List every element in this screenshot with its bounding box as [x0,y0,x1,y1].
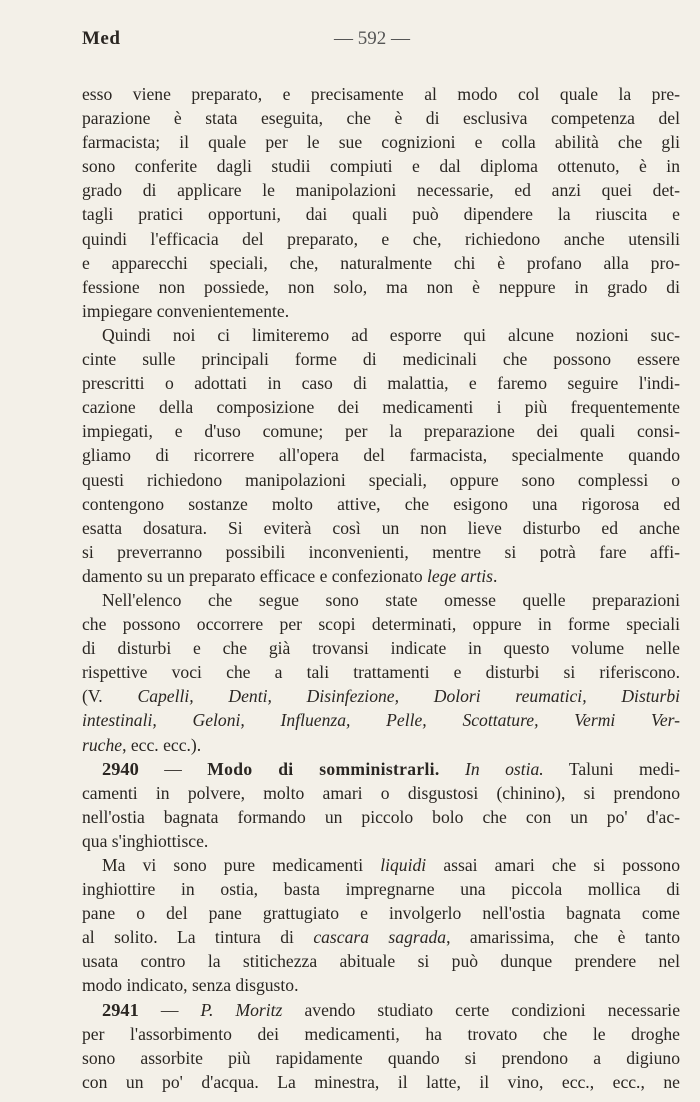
text-line: cazione della composizione dei medicamenti i più frequentemente [82,397,680,418]
cross-reference: intestinali, Geloni, Influenza, Pelle, Scottature, Vermi Ver- [82,710,680,731]
author-name: P. Moritz [200,999,283,1020]
page-number: — 592 — [334,28,410,49]
text-line: si preverranno possibili inconvenienti, mentre si potrà fare affi- [82,541,680,562]
text-run: Taluni medi- [543,758,681,779]
text-line: camenti in polvere, molto amari o disgustosi (chinino), si prendono [82,782,680,803]
running-head: Med [82,28,121,49]
section-subtitle: In ostia. [464,758,544,779]
text-line: questi richiedono manipolazioni speciali, oppure sono complessi o [82,469,680,490]
italic-phrase: lege artis [427,565,493,586]
text-line [82,853,680,877]
paragraph [82,323,680,588]
text-line: prescritti o adottati in caso di malattia, e faremo seguire l'indi- [82,373,680,394]
text-run: . [493,565,498,586]
text-run: avendo studiato certe condizioni necessarie [282,999,681,1020]
page-header [82,28,676,54]
text-line: pane o del pane grattugiato e involgerlo nell'ostia bagnata come [82,903,680,924]
text-line [82,708,680,732]
text-run: (V. [82,686,138,707]
text-line: quindi l'efficacia del preparato, e che, richiedono anche utensili [82,228,680,249]
text-line: grado di applicare le manipolazioni necessarie, ed anzi quei det- [82,180,680,201]
section-number: 2941 [102,999,139,1020]
text-run: al solito. La tintura di [82,927,314,948]
cross-reference: Capelli, Denti, Disinfezione, Dolori reumatici, Disturbi [137,686,681,707]
text-line: qua s'inghiottisce. [82,830,209,851]
section-title: Modo di somministrarli. [207,758,440,779]
text-run: , ecc. ecc.). [122,734,202,755]
text-line: tagli pratici opportuni, dai quali può dipendere la riuscita e [82,204,680,225]
text-run: — [138,758,208,779]
section-number: 2940 [102,758,139,779]
text-line: e apparecchi speciali, che, naturalmente chi è profano alla pro- [82,252,680,273]
section-heading-line [82,998,680,1022]
text-line: cinte sulle principali forme di medicinali che possono essere [82,349,680,370]
text-run: — [138,999,201,1020]
text-run: assai amari che si possono [426,855,680,875]
text-line [82,564,680,588]
text-line: sono assorbite più rapidamente quando si prendono a digiuno [82,1047,680,1068]
text-line: Quindi noi ci limiteremo ad esporre qui alcune nozioni suc- [102,324,680,345]
text-line: per l'assorbimento dei medicamenti, ha trovato che le droghe [82,1023,680,1044]
cross-reference: ruche [82,734,123,755]
section-2941 [82,998,680,1094]
text-line: nell'ostia bagnata formando un piccolo bolo che con un po' d'ac- [82,806,680,827]
text-line: impiegati, e d'uso comune; per la preparazione dei quali consi- [82,421,680,442]
text-line: esso viene preparato, e precisamente al modo col quale la pre- [82,84,680,104]
section-2940 [82,757,680,998]
paragraph [82,82,680,323]
text-line: rispettive voci che a tali trattamenti e disturbi si riferiscono. [82,662,680,683]
text-line: che possono occorrere per scopi determinati, oppure in forme speciali [82,614,680,635]
text-line: usata contro la stitichezza abituale si può dunque prendere nel [82,951,680,972]
text-run: , amarissima, che è tanto [446,927,681,948]
text-line [82,925,680,949]
text-line: con un po' d'acqua. La minestra, il latte, il vino, ecc., ecc., ne [82,1071,680,1092]
text-line: esatta dosatura. Si eviterà così un non lieve disturbo ed anche [82,517,680,538]
text-line: farmacista; il quale per le sue cognizioni e colla abilità che gli [82,132,680,153]
section-heading-line [82,757,680,781]
text-run: Ma vi sono pure medicamenti [102,855,381,875]
italic-phrase: cascara sagrada [313,927,447,948]
text-line: inghiottire in ostia, basta impregnarne una piccola mollica di [82,879,680,900]
text-line: Nell'elenco che segue sono state omesse quelle preparazioni [102,589,680,610]
text-line: gliamo di ricorrere all'opera del farmacista, specialmente quando [82,445,680,466]
text-line: sono conferite dagli studii compiuti e dal diploma ottenuto, è in [82,156,680,177]
italic-phrase: liquidi [380,855,427,875]
text-line: di disturbi e che già trovansi indicate in questo volume nelle [82,638,680,659]
text-line [82,684,680,708]
text-line [82,733,680,757]
text-line: parazione è stata eseguita, che è di esclusiva competenza del [82,108,680,129]
text-run: damento su un preparato efficace e confezionato [82,565,428,586]
text-line: contengono sostanze molto attive, che esigono una rigorosa ed [82,493,680,514]
body-text [82,82,680,1094]
text-line: fessione non possiede, non solo, ma non è neppure in grado di [82,276,680,297]
text-line: impiegare convenientemente. [82,300,290,321]
paragraph [82,588,680,757]
text-line: modo indicato, senza disgusto. [82,975,299,996]
